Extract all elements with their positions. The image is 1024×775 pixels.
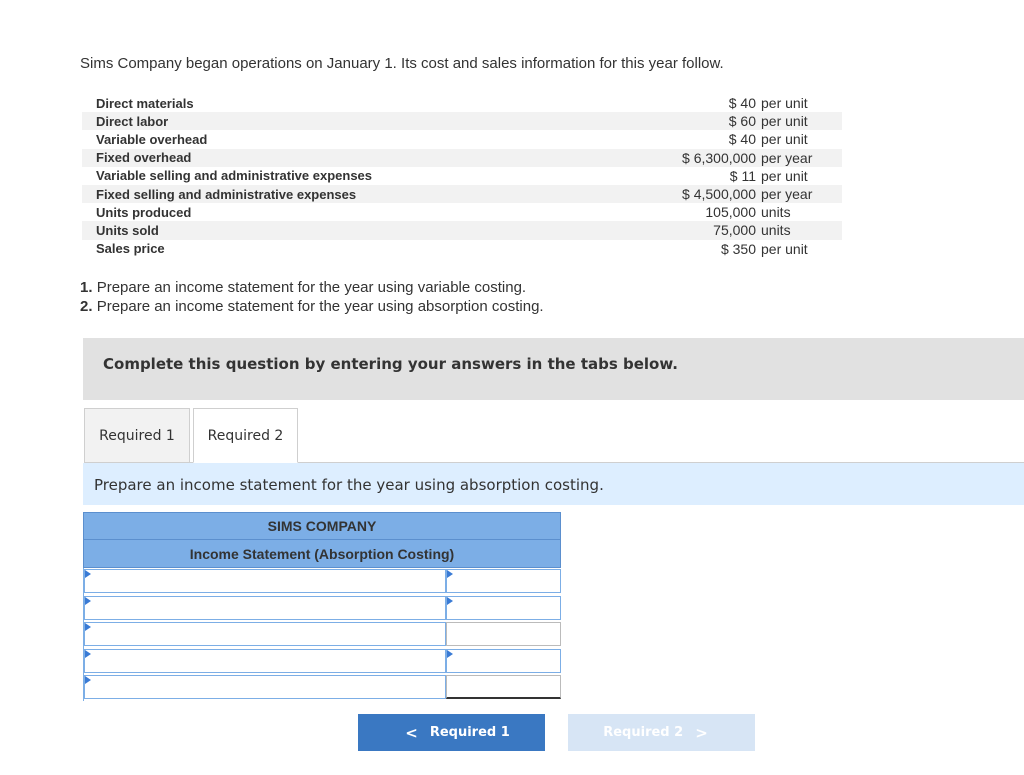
label-input[interactable] [84, 569, 446, 593]
cost-amount: $ 4,500,000 [682, 186, 756, 203]
task-number: 2. [80, 298, 93, 315]
cost-unit: per unit [761, 167, 808, 184]
cost-row [82, 185, 842, 203]
label-input[interactable] [84, 596, 446, 620]
cost-unit: units [761, 204, 791, 221]
cost-row [82, 112, 842, 130]
cost-label: Direct labor [96, 113, 169, 129]
task-text: Prepare an income statement for the year using variable costing. [96, 279, 527, 296]
cost-amount: 75,000 [713, 222, 756, 239]
cost-unit: per year [761, 186, 813, 203]
amount-input[interactable] [446, 622, 561, 646]
cost-label: Units produced [96, 204, 192, 220]
cost-row [82, 240, 842, 258]
cost-label: Variable overhead [96, 131, 208, 147]
cost-row [82, 221, 842, 239]
cost-label: Units sold [96, 222, 159, 238]
table-row [83, 648, 561, 675]
statement-title: Income Statement (Absorption Costing) [83, 540, 561, 568]
cost-amount: $ 60 [728, 113, 756, 130]
income-statement-table [83, 512, 561, 701]
cost-amount: $ 11 [729, 167, 756, 184]
cost-unit: per year [761, 149, 813, 166]
cost-amount: $ 350 [720, 240, 756, 257]
table-row [83, 595, 561, 622]
cost-row [82, 149, 842, 167]
next-required-2-button[interactable] [568, 714, 755, 751]
cost-amount: 105,000 [705, 204, 756, 221]
tab-required-2[interactable]: Required 2 [193, 408, 298, 463]
label-input[interactable] [84, 622, 446, 646]
company-name: SIMS COMPANY [83, 512, 561, 540]
cost-unit: per unit [761, 240, 808, 257]
label-input[interactable] [84, 675, 446, 699]
task-item [80, 278, 544, 297]
prev-required-1-button[interactable] [358, 714, 545, 751]
prompt-text: Prepare an income statement for the year using absorption costing. [94, 476, 604, 494]
cost-label: Direct materials [96, 95, 194, 111]
cost-amount: $ 40 [728, 131, 756, 148]
total-amount-input[interactable] [446, 675, 561, 699]
cost-label: Variable selling and administrative expenses [96, 168, 373, 184]
task-item [80, 297, 544, 316]
cost-amount: $ 40 [728, 95, 756, 112]
cost-row [82, 167, 842, 185]
cost-unit: per unit [761, 131, 808, 148]
prompt-banner [83, 463, 1024, 505]
dropdown-marker-icon [85, 597, 91, 605]
cost-unit: units [761, 222, 791, 239]
cost-unit: per unit [761, 113, 808, 130]
label-input[interactable] [84, 649, 446, 673]
dropdown-marker-icon [85, 623, 91, 631]
cost-row [82, 94, 842, 112]
dropdown-marker-icon [85, 650, 91, 658]
chevron-left-icon: < [405, 723, 418, 742]
cost-label: Fixed overhead [96, 150, 192, 166]
cost-info-table [82, 94, 842, 258]
dropdown-marker-icon [447, 597, 453, 605]
cost-row [82, 130, 842, 148]
next-button-label: Required 2 [603, 725, 684, 740]
chevron-right-icon: > [695, 723, 708, 742]
cost-amount: $ 6,300,000 [682, 149, 756, 166]
amount-input[interactable] [446, 569, 561, 593]
amount-input[interactable] [446, 596, 561, 620]
cost-label: Sales price [96, 241, 165, 257]
cost-unit: per unit [761, 95, 808, 112]
cost-label: Fixed selling and administrative expenses [96, 186, 357, 202]
instructions-text: Complete this question by entering your answers in the tabs below. [103, 355, 678, 373]
intro-text: Sims Company began operations on January 1. Its cost and sales information for this year follow. [80, 55, 724, 72]
cost-row [82, 203, 842, 221]
instructions-banner [83, 338, 1024, 400]
dropdown-marker-icon [447, 650, 453, 658]
prev-button-label: Required 1 [429, 725, 510, 740]
table-row [83, 674, 561, 701]
task-text: Prepare an income statement for the year using absorption costing. [96, 298, 544, 315]
task-number: 1. [80, 279, 93, 296]
amount-input[interactable] [446, 649, 561, 673]
dropdown-marker-icon [85, 570, 91, 578]
table-row [83, 621, 561, 648]
table-row [83, 568, 561, 595]
dropdown-marker-icon [85, 676, 91, 684]
task-list [80, 278, 544, 316]
dropdown-marker-icon [447, 570, 453, 578]
tab-required-1[interactable]: Required 1 [84, 408, 190, 463]
